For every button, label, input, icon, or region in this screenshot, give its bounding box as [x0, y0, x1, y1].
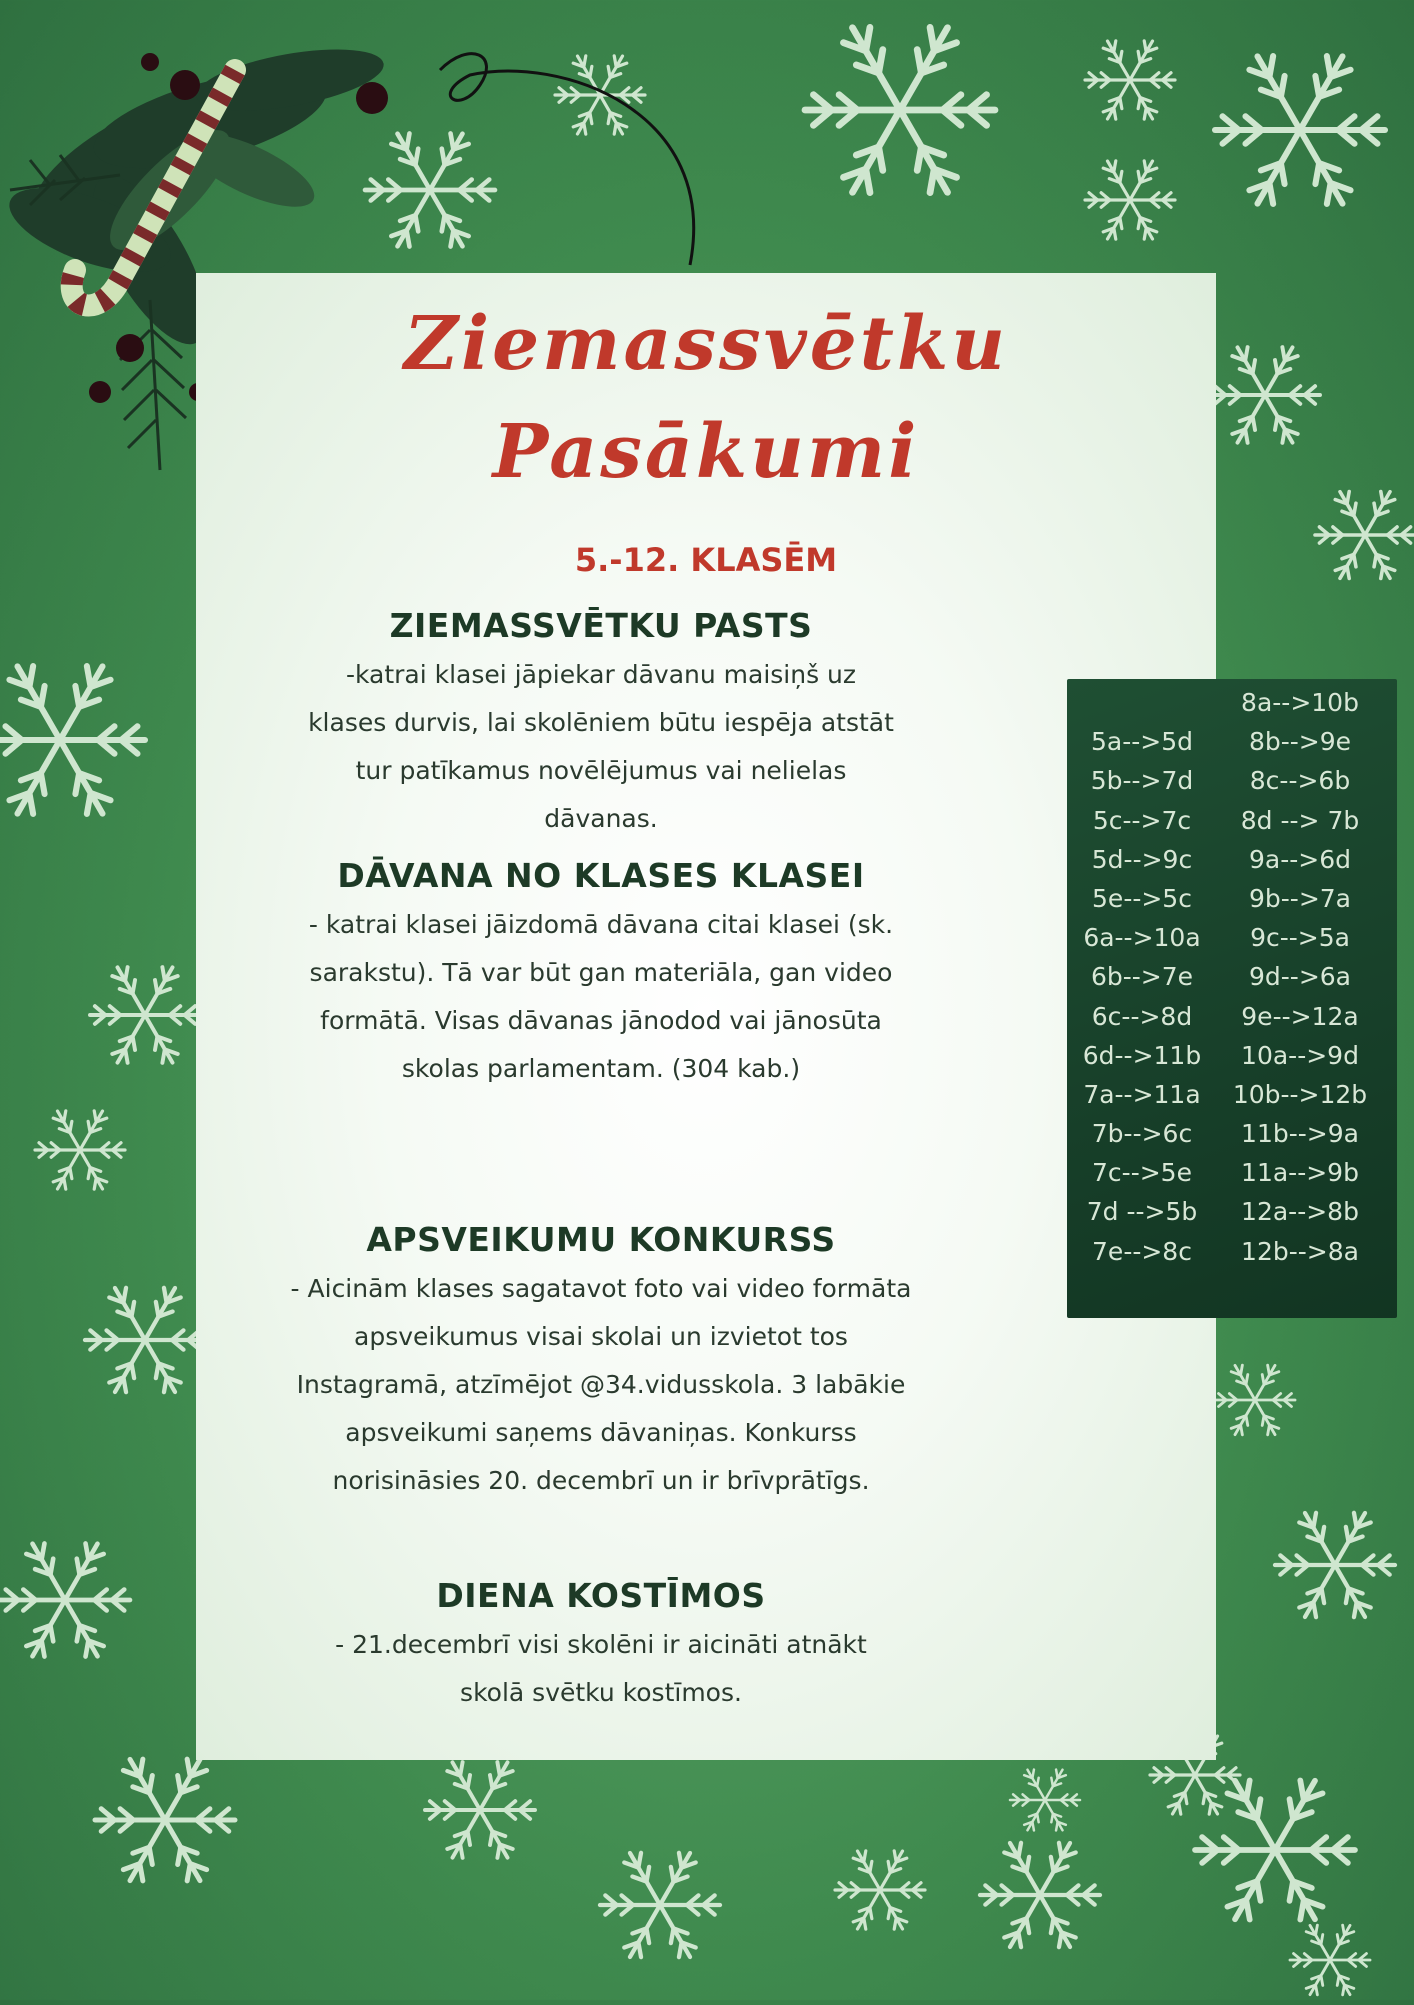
class-pair: 6d-->11b [1082, 1040, 1202, 1070]
class-pair: 12a-->8b [1241, 1197, 1359, 1227]
snowflake-icon [1210, 1355, 1300, 1445]
section-text: -katrai klasei jāpiekar dāvanu maisiņš uz klases durvis, lai skolēniem būtu iespēja atstāt tur patīkamus novēlējumus vai nelielas dāvanas. [308, 660, 894, 833]
class-pair: 5c-->7c [1092, 805, 1192, 835]
class-pair: 7e-->8c [1092, 1236, 1192, 1266]
snowflake-icon [0, 1530, 135, 1670]
class-pair: 6c-->8d [1091, 1001, 1193, 1031]
class-pair: 7a-->11a [1083, 1079, 1201, 1109]
ribbon-curl [440, 54, 694, 265]
class-pair: 8c-->6b [1249, 766, 1351, 796]
class-pair: 5d-->9c [1091, 844, 1193, 874]
class-pair: 9c-->5a [1250, 923, 1350, 953]
class-pair: 6b-->7e [1090, 962, 1194, 992]
snowflake-icon [1310, 480, 1414, 590]
snowflake-icon [595, 1840, 725, 1970]
section-text: - Aicinām klases sagatavot foto vai video formāta apsveikumus visai skolai un izvietot tos Instagramā, atzīmējot @34.vidusskola. 3 labākie apsveikumi saņems dāvaniņas. Konkurss norisināsies 20. decembrī un ir brīvprātīgs. [290, 1274, 912, 1495]
class-pair: 5b-->7d [1090, 766, 1194, 796]
snowflake-icon [420, 1750, 540, 1870]
snowflake-icon [1285, 1915, 1375, 2005]
class-pair: 8d --> 7b [1240, 805, 1360, 835]
content-card [196, 273, 1216, 1760]
table-spacer [1077, 683, 1207, 722]
class-pairs-right-column [1215, 683, 1385, 1271]
class-pair: 11a-->9b [1241, 1158, 1359, 1188]
class-pair: 9b-->7a [1249, 883, 1351, 913]
class-pair: 11b-->9a [1241, 1119, 1359, 1149]
section-costume-day [306, 1576, 896, 1717]
class-pair: 9e-->12a [1241, 1001, 1359, 1031]
class-pairs-left-column [1077, 683, 1207, 1271]
poster-subtitle: 5.-12. KLASĒM [574, 541, 838, 579]
class-pair: 8a-->10b [1241, 688, 1359, 717]
section-heading: APSVEIKUMU KONKURSS [366, 1220, 836, 1259]
section-text: - 21.decembrī visi skolēni ir aicināti atnākt skolā svētku kostīmos. [335, 1630, 867, 1707]
poster-title-line1: Ziemassvētku [403, 301, 1009, 387]
snowflake-icon [1080, 30, 1180, 130]
section-greetings-contest [276, 1220, 926, 1505]
snowflake-icon [1205, 335, 1325, 455]
snowflake-icon [1080, 150, 1180, 250]
class-pair: 7d -->5b [1086, 1197, 1198, 1227]
section-christmas-mail [306, 606, 896, 843]
snowflake-icon [90, 1745, 240, 1895]
poster-title-line2: Pasākumi [492, 409, 920, 495]
class-pair: 12b-->8a [1241, 1236, 1359, 1266]
section-heading: ZIEMASSVĒTKU PASTS [389, 606, 813, 645]
snowflake-icon [800, 10, 1000, 210]
class-pair: 10b-->12b [1232, 1079, 1368, 1109]
snowflake-icon [975, 1830, 1105, 1960]
class-pairs-table [1067, 679, 1397, 1318]
class-pair: 5a-->5d [1091, 727, 1193, 757]
class-pair: 9d-->6a [1249, 962, 1351, 992]
class-pair: 5e-->5c [1092, 883, 1192, 913]
class-pair: 6a-->10a [1083, 923, 1201, 953]
snowflake-icon [1210, 40, 1390, 220]
class-pair: 10a-->9d [1241, 1040, 1359, 1070]
class-pair: 9a-->6d [1249, 844, 1351, 874]
snowflake-icon [85, 955, 205, 1075]
snowflake-icon [1270, 1500, 1400, 1630]
section-heading: DĀVANA NO KLASES KLASEI [337, 856, 865, 895]
section-text: - katrai klasei jāizdomā dāvana citai klasei (sk. sarakstu). Tā var būt gan materiāla, gan video formātā. Visas dāvanas jānodod vai jānosūta skolas parlamentam. (304 kab.) [308, 910, 894, 1083]
section-heading: DIENA KOSTĪMOS [436, 1576, 766, 1615]
class-pair: 7b-->6c [1091, 1119, 1193, 1149]
snowflake-icon [30, 1100, 130, 1200]
snowflake-icon [1005, 1760, 1085, 1840]
snowflake-icon [80, 1275, 210, 1405]
class-pair: 8b-->9e [1248, 727, 1352, 757]
section-class-gift [306, 856, 896, 1093]
class-pair: 7c-->5e [1092, 1158, 1192, 1188]
snowflake-icon [0, 650, 150, 830]
snowflake-icon [830, 1840, 930, 1940]
